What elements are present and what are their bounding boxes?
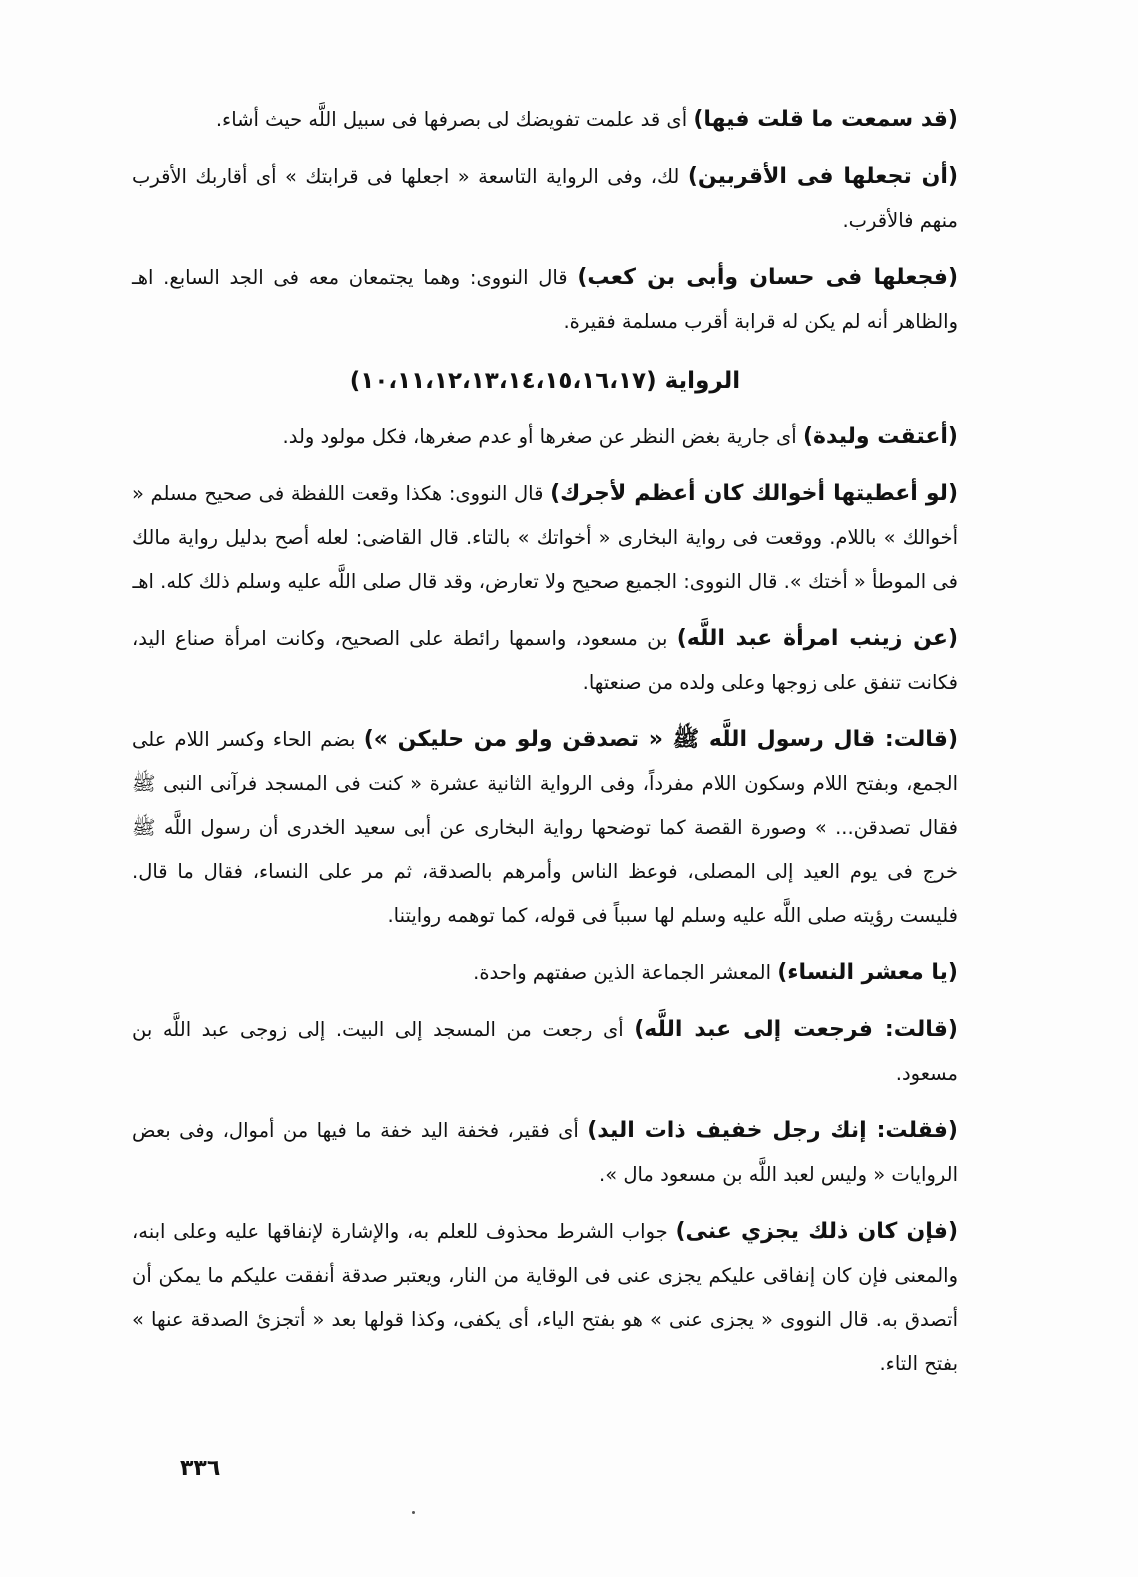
paragraph-heading: (قالت: قال رسول اللَّه ﷺ « تصدقن ولو من حليكن ») — [363, 727, 958, 752]
paragraph-text: أى قد علمت تفويضك لى بصرفها فى سبيل اللَّه حيث أشاء. — [215, 108, 694, 131]
paragraph-yajzi — [132, 1210, 958, 1386]
paragraph-waliida — [132, 415, 958, 459]
paragraph-rajaat — [132, 1008, 958, 1096]
paragraph-text: بن مسعود، واسمها رائطة على الصحيح، وكانت امرأة صناع اليد، فكانت تنفق على زوجها وعلى ولده من صنعتها. — [132, 627, 958, 694]
paragraph-heading: (لو أعطيتها أخوالك كان أعظم لأجرك) — [550, 481, 958, 506]
paragraph-heading: (فجعلها فى حسان وأبى بن كعب) — [577, 265, 958, 290]
paragraph-khafif — [132, 1109, 958, 1197]
paragraph-heading: (فقلت: إنك رجل خفيف ذات اليد) — [587, 1118, 958, 1143]
paragraph-qad-samiat — [132, 98, 958, 142]
paragraph-heading: (يا معشر النساء) — [777, 960, 958, 985]
paragraph-heading: (أن تجعلها فى الأقربين) — [687, 164, 958, 189]
paragraph-text: جواب الشرط محذوف للعلم به، والإشارة لإنفاقها عليه وعلى ابنه، والمعنى فإن كان إنفاقى عليكم يجزى عنى فى الوقاية من النار، ويعتبر صدقة أنفقت عليكم ما يمكن أن أتصدق به. قال النووى « يجزى عنى » هو بفتح الياء، أى يكفى، وكذا قولها بعد « أتجزئ الصدقة عنها » بفتح التاء. — [132, 1220, 958, 1375]
paragraph-akhwalik — [132, 472, 958, 604]
paragraph-text: قال النووى: هكذا وقعت اللفظة فى صحيح مسلم « أخوالك » باللام. ووقعت فى رواية البخارى « أخواتك » بالتاء. قال القاضى: لعله أصح بدليل رواية مالك فى الموطأ « أختك ». قال النووى: الجميع صحيح ولا تعارض، وقد قال صلى اللَّه عليه وسلم ذلك كله. اهـ — [132, 482, 958, 593]
paragraph-text: المعشر الجماعة الذين صفتهم واحدة. — [473, 961, 778, 984]
paragraph-maashar — [132, 951, 958, 995]
paragraph-heading: (عن زينب امرأة عبد اللَّه) — [676, 626, 959, 651]
scan-speck — [412, 1511, 415, 1514]
paragraph-zaynab — [132, 617, 958, 705]
section-title: الرواية (١٠،١١،١٢،١٣،١٤،١٥،١٦،١٧) — [349, 368, 741, 394]
page-number: ٣٣٦ — [180, 1456, 221, 1481]
paragraph-heading: (قالت: فرجعت إلى عبد اللَّه) — [634, 1017, 958, 1042]
paragraph-aqrabin — [132, 155, 958, 243]
text-body — [132, 98, 958, 1399]
paragraph-text: أى فقير، فخفة اليد خفة ما فيها من أموال، وفى بعض الروايات « وليس لعبد اللَّه بن مسعود مال ». — [132, 1119, 958, 1186]
paragraph-heading: (قد سمعت ما قلت فيها) — [693, 107, 958, 132]
paragraph-text: لك، وفى الرواية التاسعة « اجعلها فى قرابتك » أى أقاربك الأقرب منهم فالأقرب. — [132, 165, 958, 232]
paragraph-text: بضم الحاء وكسر اللام على الجمع، وبفتح اللام وسكون اللام مفرداً، وفى الرواية الثانية عشرة « كنت فى المسجد فرآنى النبى ﷺ فقال تصدقن... » وصورة القصة كما توضحها رواية البخارى عن أبى سعيد الخدرى أن رسول اللَّه ﷺ خرج فى يوم العيد إلى المصلى، فوعظ الناس وأمرهم بالصدقة، ثم مر على النساء، فقال ما قال. فليست رؤيته صلى اللَّه عليه وسلم لها سبباً فى قوله، كما توهمه روايتنا. — [132, 728, 958, 927]
paragraph-heading: (أعتقت وليدة) — [802, 424, 958, 449]
paragraph-text: أى رجعت من المسجد إلى البيت. إلى زوجى عبد اللَّه بن مسعود. — [132, 1018, 958, 1085]
paragraph-hassan-ubayy — [132, 256, 958, 344]
paragraph-text: قال النووى: وهما يجتمعان معه فى الجد السابع. اهـ والظاهر أنه لم يكن له قرابة أقرب مسلمة فقيرة. — [132, 266, 958, 333]
paragraph-heading: (فإن كان ذلك يجزي عنى) — [675, 1219, 959, 1244]
paragraph-tasaddaqna — [132, 718, 958, 938]
paragraph-text: أى جارية بغض النظر عن صغرها أو عدم صغرها، فكل مولود ولد. — [282, 425, 803, 448]
